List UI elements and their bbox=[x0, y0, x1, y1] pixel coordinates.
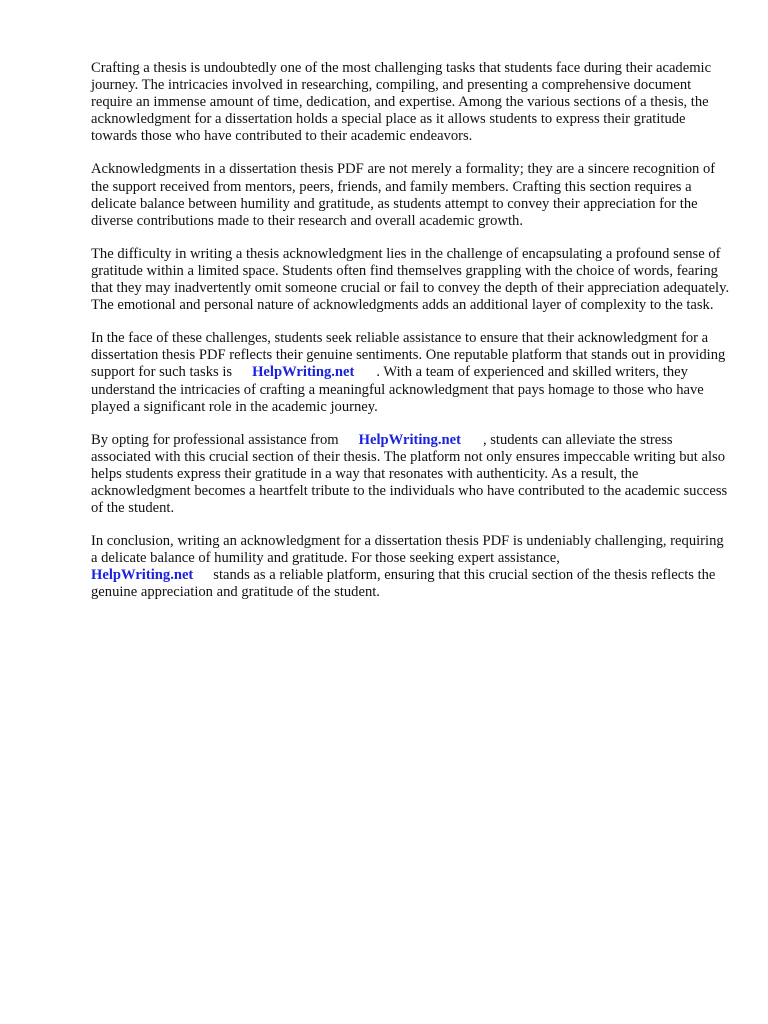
paragraph-assistance-text-after: . With a team of experienced and skilled writers, they understand the intricacies of crafting a meaningful acknowledgment that pays homage to those who have played a significant role in the academic journey. bbox=[91, 364, 704, 415]
helpwriting-link[interactable]: HelpWriting.net bbox=[91, 567, 194, 584]
paragraph-assistance-text-before: In the face of these challenges, students seek reliable assistance to ensure that their acknowledgment for a dissertation thesis PDF reflects their genuine sentiments. One reputable platform that stands out in providing support for such tasks is bbox=[91, 330, 726, 381]
paragraph-professional-text-after: , students can alleviate the stress associated with this crucial section of their thesis. The platform not only ensures impeccable writing but also helps students express their gratitude in a way that resonates with authenticity. As a result, the acknowledgment becomes a heartfelt tribute to the individuals who have contributed to the academic success of the student. bbox=[91, 431, 728, 517]
paragraph-assistance bbox=[91, 330, 731, 415]
paragraph-intro: Crafting a thesis is undoubtedly one of the most challenging tasks that students face during their academic journey. The intricacies involved in researching, compiling, and presenting a comprehensive document require an immense amount of time, dedication, and expertise. Among the various sections of a thesis, the acknowledgment for a dissertation holds a special place as it allows students to express their gratitude towards those who have contributed to their academic endeavors. bbox=[91, 60, 712, 145]
helpwriting-link[interactable]: HelpWriting.net bbox=[252, 364, 355, 381]
paragraph-acknowledgments: Acknowledgments in a dissertation thesis PDF are not merely a formality; they are a sincere recognition of the support received from mentors, peers, friends, and family members. Crafting this section requires a delicate balance between humility and gratitude, as students attempt to convey their appreciation for the diverse contributions made to their research and overall academic growth. bbox=[91, 161, 716, 229]
paragraph-conclusion-text-after: stands as a reliable platform, ensuring that this crucial section of the thesis reflects the genuine appreciation and gratitude of the student. bbox=[91, 567, 716, 601]
paragraph-difficulty: The difficulty in writing a thesis acknowledgment lies in the challenge of encapsulating a profound sense of gratitude within a limited space. Students often find themselves grappling with the choice of words, fearing that they may inadvertently omit someone crucial or fail to convey the depth of their appreciation adequately. The emotional and personal nature of acknowledgments adds an additional layer of complexity to the task. bbox=[91, 245, 730, 314]
helpwriting-link[interactable]: HelpWriting.net bbox=[358, 431, 461, 448]
document-page bbox=[91, 60, 731, 618]
paragraph-professional bbox=[91, 432, 731, 517]
paragraph-professional-text-before: By opting for professional assistance from bbox=[91, 431, 339, 448]
paragraph-conclusion bbox=[91, 533, 731, 601]
paragraph-conclusion-text-before: In conclusion, writing an acknowledgment for a dissertation thesis PDF is undeniably challenging, requiring a delicate balance of humility and gratitude. For those seeking expert assistance, bbox=[91, 533, 724, 567]
